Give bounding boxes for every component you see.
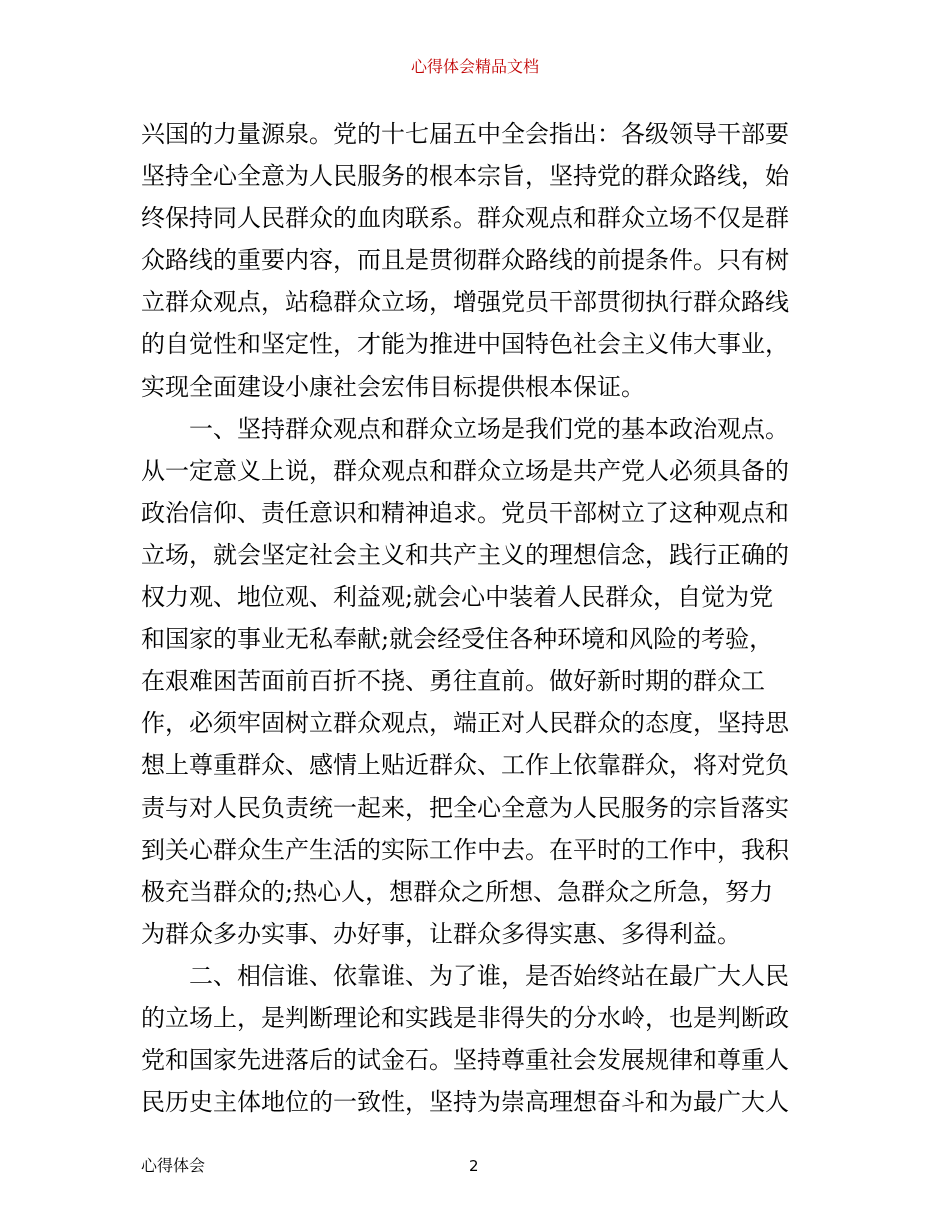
body-line: 作，必须牢固树立群众观点，端正对人民群众的态度，坚持思 — [141, 709, 789, 738]
body-line: 实现全面建设小康社会宏伟目标提供根本保证。 — [141, 372, 645, 401]
body-line: 权力观、地位观、利益观;就会心中装着人民群众，自觉为党 — [141, 583, 774, 612]
body-line: 众路线的重要内容，而且是贯彻群众路线的前提条件。只有树 — [141, 246, 789, 275]
body-line: 从一定意义上说，群众观点和群众立场是共产党人必须具备的 — [141, 456, 789, 485]
body-line: 和国家的事业无私奉献;就会经受住各种环境和风险的考验， — [141, 625, 774, 654]
page-header-title: 心得体会精品文档 — [410, 57, 539, 76]
body-line: 立场，就会坚定社会主义和共产主义的理想信念，践行正确的 — [141, 540, 789, 569]
page-number: 2 — [469, 1157, 479, 1175]
document-body — [141, 113, 813, 1123]
body-line: 极充当群众的;热心人，想群众之所想、急群众之所急，努力 — [141, 877, 774, 906]
body-line: 责与对人民负责统一起来，把全心全意为人民服务的宗旨落实 — [141, 793, 789, 822]
section-one-heading-line: 一、坚持群众观点和群众立场是我们党的基本政治观点。 — [189, 414, 789, 443]
body-line: 党和国家先进落后的试金石。坚持尊重社会发展规律和尊重人 — [141, 1046, 789, 1075]
page-footer — [141, 1154, 813, 1178]
body-line: 政治信仰、责任意识和精神追求。党员干部树立了这种观点和 — [141, 498, 789, 527]
body-line: 终保持同人民群众的血肉联系。群众观点和群众立场不仅是群 — [141, 204, 789, 233]
body-line: 立群众观点，站稳群众立场，增强党员干部贯彻执行群众路线 — [141, 288, 789, 317]
body-line: 坚持全心全意为人民服务的根本宗旨，坚持党的群众路线，始 — [141, 162, 789, 191]
body-line: 的自觉性和坚定性，才能为推进中国特色社会主义伟大事业， — [141, 330, 789, 359]
section-two-heading-line: 二、相信谁、依靠谁、为了谁，是否始终站在最广大人民 — [189, 961, 789, 990]
body-line: 在艰难困苦面前百折不挠、勇往直前。做好新时期的群众工 — [141, 667, 765, 696]
body-line: 兴国的力量源泉。党的十七届五中全会指出：各级领导干部要 — [141, 120, 789, 148]
body-line: 想上尊重群众、感情上贴近群众、工作上依靠群众，将对党负 — [141, 751, 789, 780]
body-line: 到关心群众生产生活的实际工作中去。在平时的工作中，我积 — [141, 835, 789, 864]
footer-label: 心得体会 — [141, 1156, 206, 1175]
body-line: 民历史主体地位的一致性，坚持为崇高理想奋斗和为最广大人 — [141, 1088, 789, 1117]
body-line: 为群众多办实事、办好事，让群众多得实惠、多得利益。 — [141, 919, 741, 948]
body-line: 的立场上，是判断理论和实践是非得失的分水岭，也是判断政 — [141, 1003, 789, 1032]
